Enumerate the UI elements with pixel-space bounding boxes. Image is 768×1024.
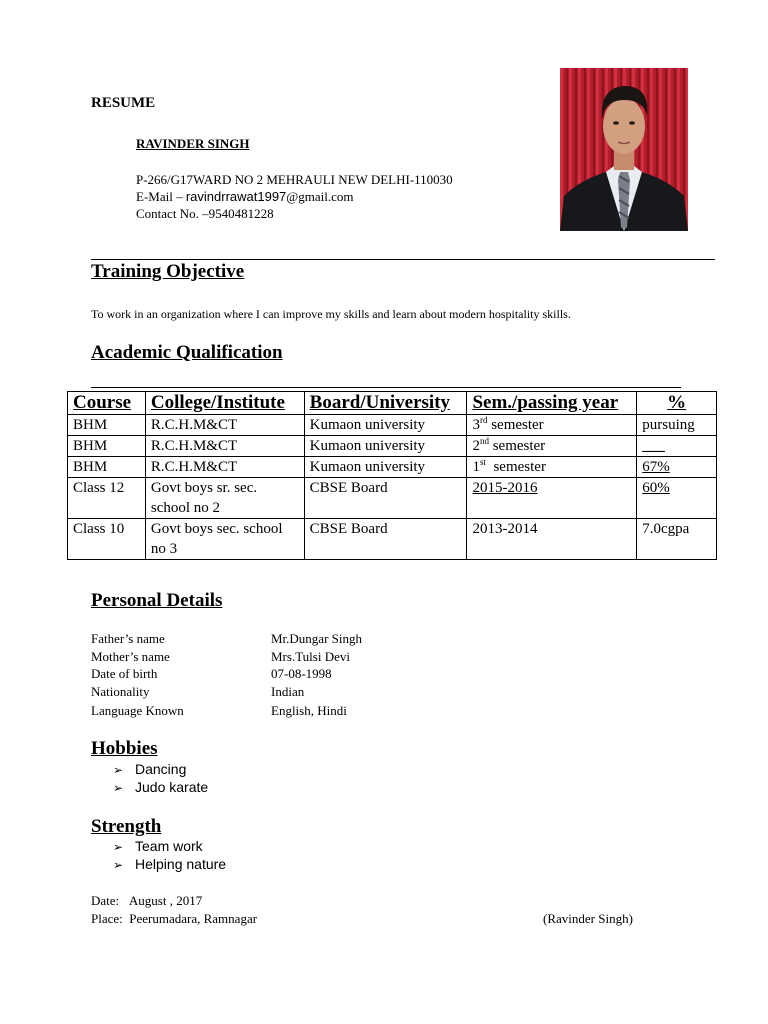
college-cell: R.C.H.M&CT <box>145 436 304 457</box>
place-line: Place: Peerumadara, Ramnagar <box>91 911 258 926</box>
column-header: College/Institute <box>145 392 304 415</box>
course-cell: BHM <box>68 457 146 478</box>
academic-table <box>67 391 717 560</box>
table-header-row <box>68 392 717 415</box>
table-row <box>68 457 717 478</box>
detail-label: Father’s name <box>91 631 165 646</box>
signature: (Ravinder Singh) <box>543 911 633 926</box>
detail-value: English, Hindi <box>271 703 347 718</box>
table-row <box>68 478 717 519</box>
course-cell: Class 12 <box>68 478 146 519</box>
training-objective-heading: Training Objective <box>91 261 245 282</box>
list-item: ➢ Helping nature <box>113 856 227 872</box>
detail-value: Mrs.Tulsi Devi <box>271 649 350 664</box>
strength-heading: Strength <box>91 816 162 837</box>
college-cell: R.C.H.M&CT <box>145 415 304 436</box>
resume-title: RESUME <box>91 95 156 111</box>
board-cell: CBSE Board <box>304 478 467 519</box>
column-header: % <box>637 392 717 415</box>
college-cell: Govt boys sec. school no 3 <box>145 519 304 560</box>
arrow-bullet-icon: ➢ <box>113 840 124 854</box>
table-row <box>68 436 717 457</box>
detail-value: Indian <box>271 684 305 699</box>
date-line: Date: August , 2017 <box>91 893 203 908</box>
board-cell: Kumaon university <box>304 436 467 457</box>
arrow-bullet-icon: ➢ <box>113 763 124 777</box>
pct-cell: 67% <box>637 457 717 478</box>
profile-photo <box>560 68 688 231</box>
sem-cell: 2013-2014 <box>467 519 637 560</box>
list-item: ➢ Team work <box>113 838 203 854</box>
academic-divider <box>91 387 681 388</box>
detail-label: Date of birth <box>91 666 158 681</box>
list-item: ➢ Judo karate <box>113 779 209 795</box>
sem-cell: 1st semester <box>467 457 637 478</box>
divider <box>91 259 715 260</box>
board-cell: CBSE Board <box>304 519 467 560</box>
sem-cell: 2nd semester <box>467 436 637 457</box>
email-label: E-Mail – <box>136 189 186 204</box>
college-cell: Govt boys sr. sec. school no 2 <box>145 478 304 519</box>
course-cell: BHM <box>68 415 146 436</box>
board-cell: Kumaon university <box>304 457 467 478</box>
detail-label: Nationality <box>91 684 150 699</box>
sem-cell: 3rd semester <box>467 415 637 436</box>
column-header: Board/University <box>304 392 467 415</box>
arrow-bullet-icon: ➢ <box>113 781 124 795</box>
pct-cell: 60% <box>637 478 717 519</box>
personal-details-heading: Personal Details <box>91 590 223 611</box>
contact-number: Contact No. –9540481228 <box>136 206 274 221</box>
table-row <box>68 415 717 436</box>
detail-label: Language Known <box>91 703 184 718</box>
pct-cell: pursuing <box>637 415 717 436</box>
detail-label: Mother’s name <box>91 649 170 664</box>
address: P-266/G17WARD NO 2 MEHRAULI NEW DELHI-110030 <box>136 172 453 187</box>
column-header: Course <box>68 392 146 415</box>
detail-value: Mr.Dungar Singh <box>271 631 362 646</box>
course-cell: Class 10 <box>68 519 146 560</box>
email-user: ravindrrawat1997 <box>185 189 287 204</box>
table-row <box>68 519 717 560</box>
detail-value: 07-08-1998 <box>271 666 332 681</box>
hobbies-heading: Hobbies <box>91 738 158 759</box>
pct-cell: 7.0cgpa <box>637 519 717 560</box>
list-item: ➢ Dancing <box>113 761 187 777</box>
training-objective-text: To work in an organization where I can improve my skills and learn about modern hospitality skills. <box>91 307 571 321</box>
arrow-bullet-icon: ➢ <box>113 858 124 872</box>
candidate-name: RAVINDER SINGH <box>136 136 250 151</box>
college-cell: R.C.H.M&CT <box>145 457 304 478</box>
pct-cell: ___ <box>637 436 717 457</box>
column-header: Sem./passing year <box>467 392 637 415</box>
sem-cell: 2015-2016 <box>467 478 637 519</box>
academic-heading: Academic Qualification <box>91 342 283 363</box>
email-domain: @gmail.com <box>286 189 354 204</box>
board-cell: Kumaon university <box>304 415 467 436</box>
course-cell: BHM <box>68 436 146 457</box>
email-line <box>136 188 354 205</box>
